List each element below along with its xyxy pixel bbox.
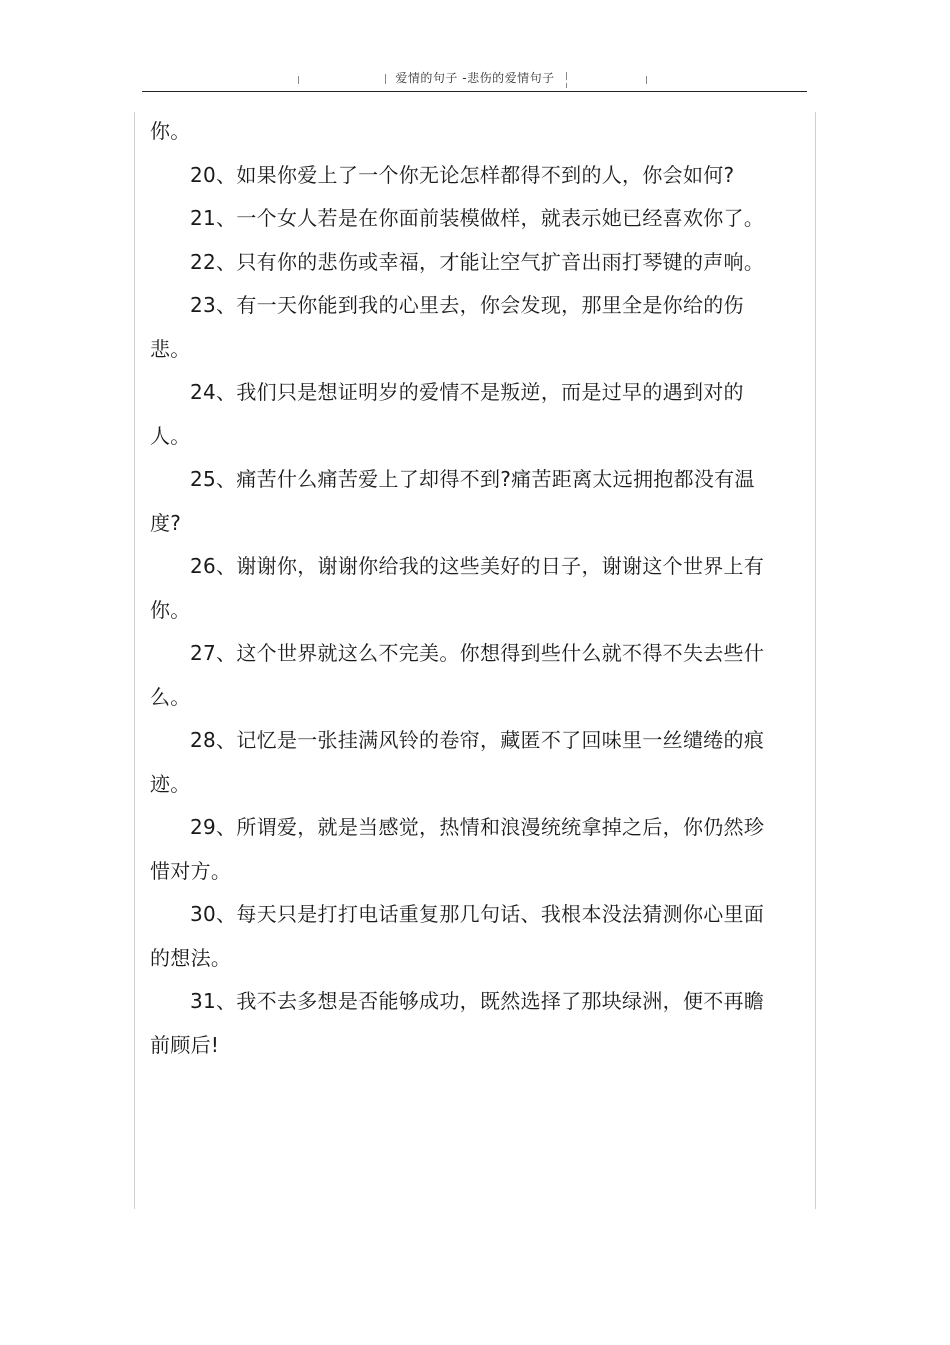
header-tick-mark [646, 76, 647, 84]
quote-paragraph: 26、谢谢你，谢谢你给我的这些美好的日子，谢谢这个世界上有你。 [150, 554, 765, 622]
header-tick-mark [566, 83, 567, 88]
quote-paragraph: 25、痛苦什么痛苦爱上了却得不到?痛苦距离太远拥抱都没有温度? [150, 467, 755, 535]
continued-paragraph: 你。 [150, 119, 191, 143]
page-header [0, 0, 950, 100]
left-margin-rule [134, 112, 135, 1209]
document-body [150, 110, 765, 1067]
quote-paragraph: 28、记忆是一张挂满风铃的卷帘，藏匿不了回味里一丝缱绻的痕迹。 [150, 728, 765, 796]
header-tick-mark [385, 74, 386, 84]
quote-paragraph: 21、一个女人若是在你面前装模做样，就表示她已经喜欢你了。 [190, 206, 765, 230]
quote-paragraph: 30、每天只是打打电话重复那几句话、我根本没法猜测你心里面的想法。 [150, 902, 765, 970]
quote-paragraph: 31、我不去多想是否能够成功，既然选择了那块绿洲，便不再瞻前顾后! [150, 989, 765, 1057]
quote-paragraph: 22、只有你的悲伤或幸福，才能让空气扩音出雨打琴键的声响。 [190, 249, 765, 274]
header-title: 爱情的句子 -悲伤的爱情句子 [395, 71, 555, 85]
header-rule [142, 91, 807, 92]
quote-paragraph: 23、有一天你能到我的心里去，你会发现，那里全是你给的伤悲。 [150, 293, 744, 361]
header-tick-mark [566, 72, 567, 80]
right-margin-rule [815, 112, 816, 1209]
quote-paragraph: 24、我们只是想证明岁的爱情不是叛逆，而是过早的遇到对的人。 [150, 380, 744, 448]
quote-paragraph: 20、如果你爱上了一个你无论怎样都得不到的人，你会如何? [190, 162, 735, 187]
header-tick-mark [298, 76, 299, 84]
quote-paragraph: 29、所谓爱，就是当感觉，热情和浪漫统统拿掉之后，你仍然珍惜对方。 [150, 815, 765, 883]
quote-paragraph: 27、这个世界就这么不完美。你想得到些什么就不得不失去些什么。 [150, 641, 765, 709]
